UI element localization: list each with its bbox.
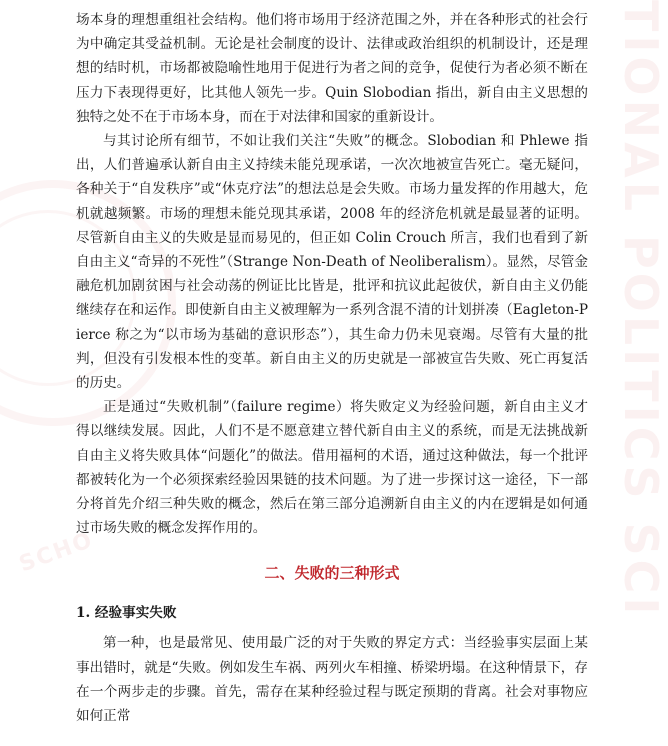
paragraph-3: 正是通过“失败机制”（failure regime）将失败定义为经验问题，新自由主义才得以继续发展。因此，人们不是不愿意建立替代新自由主义的系统，而是无法挑战新自由主义将失败具体“问题化”的做法。借用福柯的术语，通过这种做法，每一个批评都被转化为一个必须探索经验因果链的技术问题。为了进一步探讨这一途径，下一部分将首先介绍三种失败的概念，然后在第三部分追溯新自由主义的内在逻辑是如何通过市场失败的概念发挥作用的。 [76, 399, 588, 537]
section-heading: 二、失败的三种形式 [264, 564, 400, 583]
paragraph-1: 场本身的理想重组社会结构。他们将市场用于经济范围之外，并在各种形式的社会行为中确定其受益机制。无论是社会制度的设计、法律或政治组织的机制设计，还是理想的结时机，市场都被隐喻性地用于促进行为者之间的竞争，促使行为者必须不断在压力下表现得更好，比其他人领先一步。Quin Slobodian 指出，新自由主义思想的独特之处不在于市场本身，而在于对法律和国家的重新设计。 [76, 12, 588, 125]
watermark-school-text: SCHO [16, 527, 98, 578]
paragraph-2: 与其讨论所有细节，不如让我们关注“失败”的概念。Slobodian 和 Phlewe 指出，人们普遍承认新自由主义持续未能兑现承诺，一次次地被宣告死亡。毫无疑问，各种关于“自发秩序”或“休克疗法”的想法总是会失败。市场力量发挥的作用越大，危机就越频繁。市场的理想未能兑现其承诺，2008 年的经济危机就是最显著的证明。尽管新自由主义的失败是显而易见的，但正如 Colin Crouch 所言，我们也看到了新自由主义“奇异的不死性”（Strange Non-Death of Neoliberalism）。显然，尽管金融危机加剧贫困与社会动荡的例证比比皆是，批评和抗议此起彼伏，新自由主义仍能继续存在和运作。即使新自由主义被理解为一系列含混不清的计划拼凑（Eagleton-Pierce 称之为“以市场为基础的意识形态”），其生命力仍未见衰竭。尽管有大量的批判，但没有引发根本性的变革。新自由主义的历史就是一部被宣告失败、死亡再复活的历史。 [76, 133, 588, 392]
document-page [76, 8, 588, 728]
subsection-heading: 1. 经验事实失败 [76, 605, 177, 622]
paragraph-4: 第一种，也是最常见、使用最广泛的对于失败的界定方式：当经验事实层面上某事出错时，就是“失败。例如发生车祸、两列火车相撞、桥梁坍塌。在这种情景下，存在一个两步走的步骤。首先，需存在某种经验过程与既定预期的背离。社会对事物应如何正常 [76, 635, 588, 725]
watermark-side-text: TIONAL POLITICS SCI [614, 0, 668, 619]
